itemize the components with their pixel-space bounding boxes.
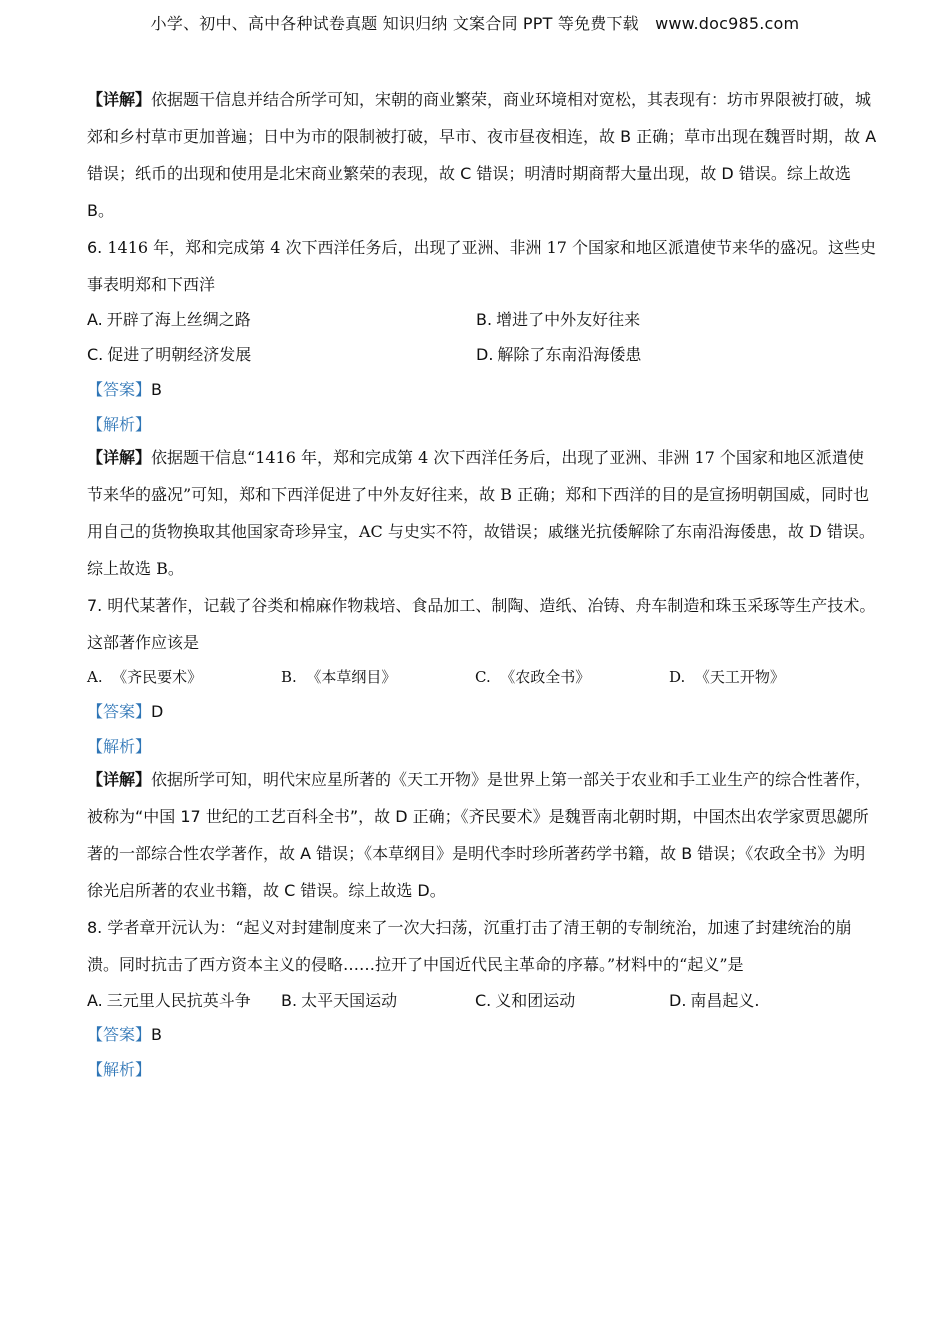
option-c: C. 促进了明朝经济发展 <box>87 345 252 364</box>
answer-value: B <box>151 380 162 399</box>
q8-answer <box>87 1022 162 1045</box>
question-text: 1416 年，郑和完成第 4 次下西洋任务后，出现了亚洲、非洲 17 个国家和地区派遣使节来华的盛况。这些史事表明郑和下西洋 <box>87 238 877 294</box>
q6-options-row-1 <box>87 307 877 337</box>
detail-text: 依据题干信息“1416 年，郑和完成第 4 次下西洋任务后，出现了亚洲、非洲 17 个国家和地区派遣使节来华的盛况”可知，郑和下西洋促进了中外友好往来，故 B 正确；郑和下西洋的目的是宣扬明朝国威，同时也用自己的货物换取其他国家奇珍异宝，AC 与史实不符，故错误；戚继光抗倭解除了东南沿海倭患，故 D 错误。综上故选 B。 <box>87 448 875 578</box>
option-d: D. 南昌起义. <box>669 991 760 1010</box>
option-b: B. 《本草纲目》 <box>281 668 397 686</box>
question-number: 7. <box>87 596 103 615</box>
question-number: 6. <box>87 238 103 257</box>
answer-label: 【答案】 <box>87 1025 152 1044</box>
q7-detail <box>87 761 877 909</box>
detail-text: 依据所学可知，明代宋应星所著的《天工开物》是世界上第一部关于农业和手工业生产的综合性著作，被称为“中国 17 世纪的工艺百科全书”，故 D 正确；《齐民要术》是魏晋南北朝时期，中国杰出农学家贾思勰所著的一部综合性农学著作，故 A 错误；《本草纲目》是明代李时珍所著药学书籍，故 B 错误；《农政全书》为明徐光启所著的农业书籍，故 C 错误。综上故选 D。 <box>87 770 872 900</box>
option-b: B. 增进了中外友好往来 <box>476 310 641 329</box>
q7-answer <box>87 699 163 722</box>
question-text: 明代某著作，记载了谷类和棉麻作物栽培、食品加工、制陶、造纸、冶铸、舟车制造和珠玉采琢等生产技术。这部著作应该是 <box>87 596 876 652</box>
question-text: 学者章开沅认为：“起义对封建制度来了一次大扫荡，沉重打击了清王朝的专制统治，加速了封建统治的崩溃。同时抗击了西方资本主义的侵略……拉开了中国近代民主革命的序幕。”材料中的“起义”是 <box>87 918 852 974</box>
question-7-stem <box>87 587 877 661</box>
q6-answer <box>87 377 162 400</box>
option-b: B. 太平天国运动 <box>281 991 398 1010</box>
q8-options-row <box>87 988 877 1018</box>
option-a: A. 开辟了海上丝绸之路 <box>87 310 251 329</box>
option-d: D. 解除了东南沿海倭患 <box>476 345 642 364</box>
q6-analysis-label: 【解析】 <box>87 415 152 434</box>
question-number: 8. <box>87 918 103 937</box>
answer-label: 【答案】 <box>87 702 152 721</box>
answer-label: 【答案】 <box>87 380 152 399</box>
option-a: A. 《齐民要术》 <box>87 668 203 686</box>
detail-label: 【详解】 <box>87 448 152 467</box>
detail-label: 【详解】 <box>87 770 152 789</box>
q7-options-row <box>87 666 877 696</box>
option-c: C. 义和团运动 <box>475 991 576 1010</box>
question-6-stem <box>87 229 877 303</box>
answer-value: B <box>151 1025 162 1044</box>
answer-value: D <box>151 702 164 721</box>
question-8-stem <box>87 909 877 983</box>
q5-detail <box>87 81 877 229</box>
option-a: A. 三元里人民抗英斗争 <box>87 991 251 1010</box>
q8-analysis-label: 【解析】 <box>87 1060 152 1079</box>
q7-analysis-label: 【解析】 <box>87 737 152 756</box>
q6-detail <box>87 439 877 587</box>
page-header: 小学、初中、高中各种试卷真题 知识归纳 文案合同 PPT 等免费下载 www.doc985.com <box>150 14 800 33</box>
detail-label: 【详解】 <box>87 90 152 109</box>
q6-options-row-2 <box>87 342 877 372</box>
option-d: D. 《天工开物》 <box>669 668 785 686</box>
detail-text: 依据题干信息并结合所学可知，宋朝的商业繁荣，商业环境相对宽松，其表现有：坊市界限被打破，城郊和乡村草市更加普遍；日中为市的限制被打破，早市、夜市昼夜相连，故 B 正确；草市出现在魏晋时期，故 A 错误；纸币的出现和使用是北宋商业繁荣的表现，故 C 错误；明清时期商帮大量出现，故 D 错误。综上故选 B。 <box>87 90 877 220</box>
option-c: C. 《农政全书》 <box>475 668 591 686</box>
